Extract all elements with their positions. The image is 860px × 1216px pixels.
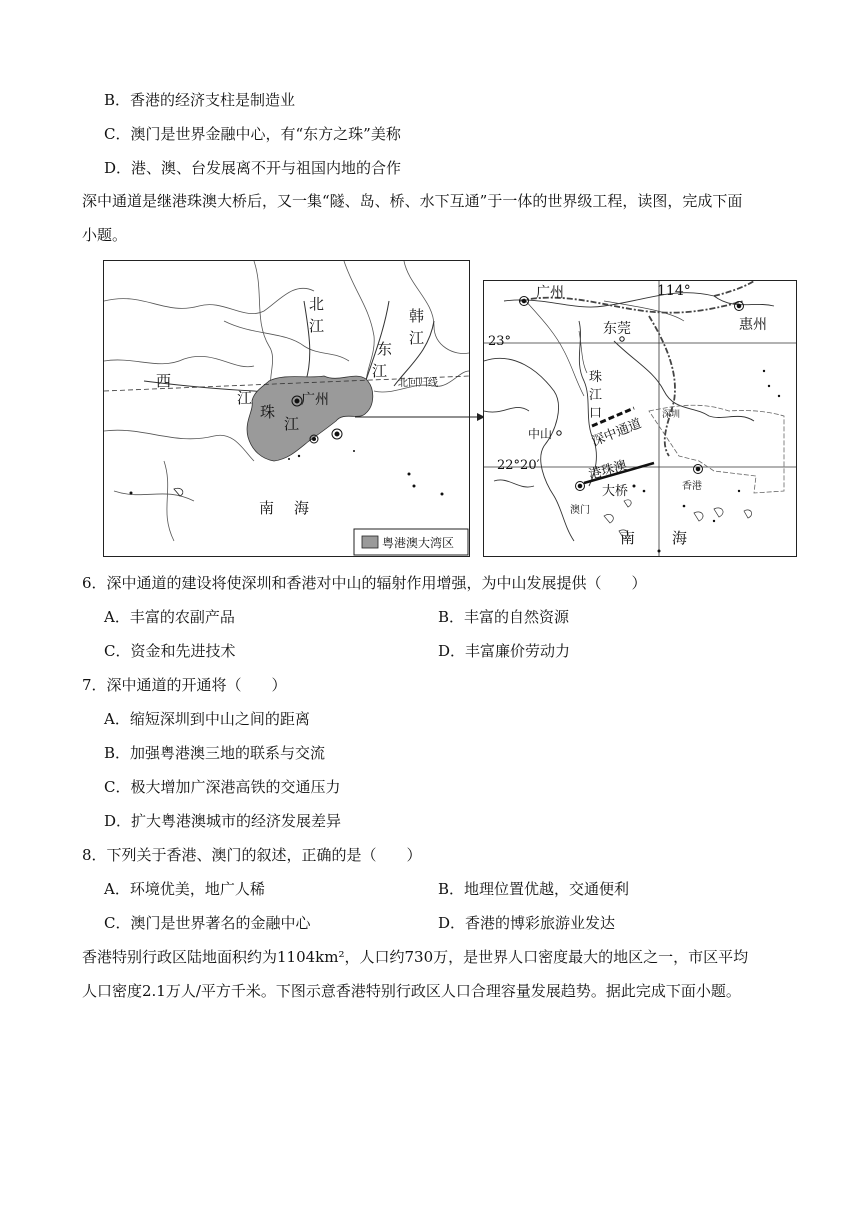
label-hzmb-line1: 港珠澳 [587, 458, 629, 483]
label-hzmb-line2: 大桥 [602, 484, 629, 499]
q8-option-b: B．地理位置优越，交通便利 [438, 880, 630, 898]
map-shenzhong-channel [483, 280, 797, 557]
label-sea-nan-right: 南 [620, 529, 636, 547]
label-huizhou: 惠州 [739, 317, 767, 333]
map-greater-bay-area [103, 260, 470, 557]
label-sea-nan: 南 [259, 499, 275, 517]
connector-arrow [355, 410, 485, 424]
label-guangzhou-right: 广州 [536, 285, 564, 301]
q7-option-a: A．缩短深圳到中山之间的距离 [104, 710, 310, 728]
label-jiang-right: 江 [589, 388, 603, 403]
q6-option-a: A．丰富的农副产品 [104, 608, 235, 626]
label-xi: 西 [156, 372, 172, 390]
q7-stem: 7．深中通道的开通将（ ） [82, 676, 287, 694]
label-han: 韩 [409, 307, 425, 325]
label-sea-hai: 海 [294, 499, 310, 517]
label-sea-hai-right: 海 [672, 529, 688, 547]
label-kou-right: 口 [589, 406, 603, 421]
intro-paragraph-line-2: 小题。 [82, 226, 128, 244]
q8-option-a: A．环境优美，地广人稀 [104, 880, 265, 898]
label-jiang-east: 江 [372, 362, 388, 380]
label-macau: 澳门 [570, 505, 590, 516]
label-dong: 东 [377, 340, 393, 358]
q5-option-d: D．港、澳、台发展离不开与祖国内地的合作 [104, 159, 402, 177]
label-zhu: 珠 [260, 403, 276, 421]
legend-label: 粤港澳大湾区 [382, 536, 455, 550]
q6-stem: 6．深中通道的建设将使深圳和香港对中山的辐射作用增强，为中山发展提供（ ） [82, 574, 647, 592]
label-lat-23: 23° [488, 334, 512, 349]
q8-option-d: D．香港的博彩旅游业发达 [438, 914, 616, 932]
map-right-graphic [484, 281, 796, 556]
q5-option-c: C．澳门是世界金融中心，有“东方之珠”美称 [104, 125, 401, 143]
q6-option-c: C．资金和先进技术 [104, 642, 236, 660]
label-jiang-west: 江 [237, 389, 253, 407]
label-shenzhong-channel: 深中通道 [589, 416, 644, 450]
label-shenzhen: 深圳 [662, 410, 681, 420]
label-jiang-zhu: 江 [284, 415, 300, 433]
label-lat-2220: 22°20′ [497, 458, 540, 473]
intro2-paragraph-line-1: 香港特别行政区陆地面积约为1104km²，人口约730万，是世界人口密度最大的地区之一，市区平均 [82, 948, 749, 966]
label-jiang-north: 江 [309, 317, 325, 335]
q8-stem: 8．下列关于香港、澳门的叙述，正确的是（ ） [82, 846, 422, 864]
label-jiang-han: 江 [409, 329, 425, 347]
q5-option-b: B．香港的经济支柱是制造业 [104, 91, 296, 109]
label-dongguan: 东莞 [603, 321, 631, 337]
label-lon-114: 114° [657, 283, 691, 299]
q6-option-d: D．丰富廉价劳动力 [438, 642, 571, 660]
q8-option-c: C．澳门是世界著名的金融中心 [104, 914, 311, 932]
label-bei: 北 [309, 295, 325, 313]
q7-option-d: D．扩大粤港澳城市的经济发展差异 [104, 812, 342, 830]
map-left-graphic [104, 261, 469, 556]
legend-swatch [362, 536, 378, 548]
q7-option-c: C．极大增加广深港高铁的交通压力 [104, 778, 341, 796]
intro-paragraph-line-1: 深中通道是继港珠澳大桥后，又一集“隧、岛、桥、水下互通”于一体的世界级工程，读图，完成下面 [82, 192, 743, 210]
intro2-paragraph-line-2: 人口密度2.1万人/平方千米。下图示意香港特别行政区人口合理容量发展趋势。据此完成下面小题。 [82, 982, 741, 1000]
q7-option-b: B．加强粤港澳三地的联系与交流 [104, 744, 326, 762]
q6-option-b: B．丰富的自然资源 [438, 608, 570, 626]
label-guangzhou: 广州 [301, 392, 329, 408]
label-zhongshan: 中山 [528, 427, 553, 441]
label-tropic: 北回归线 [398, 378, 438, 389]
label-zhu-right: 珠 [589, 370, 603, 385]
label-hongkong: 香港 [682, 481, 702, 492]
